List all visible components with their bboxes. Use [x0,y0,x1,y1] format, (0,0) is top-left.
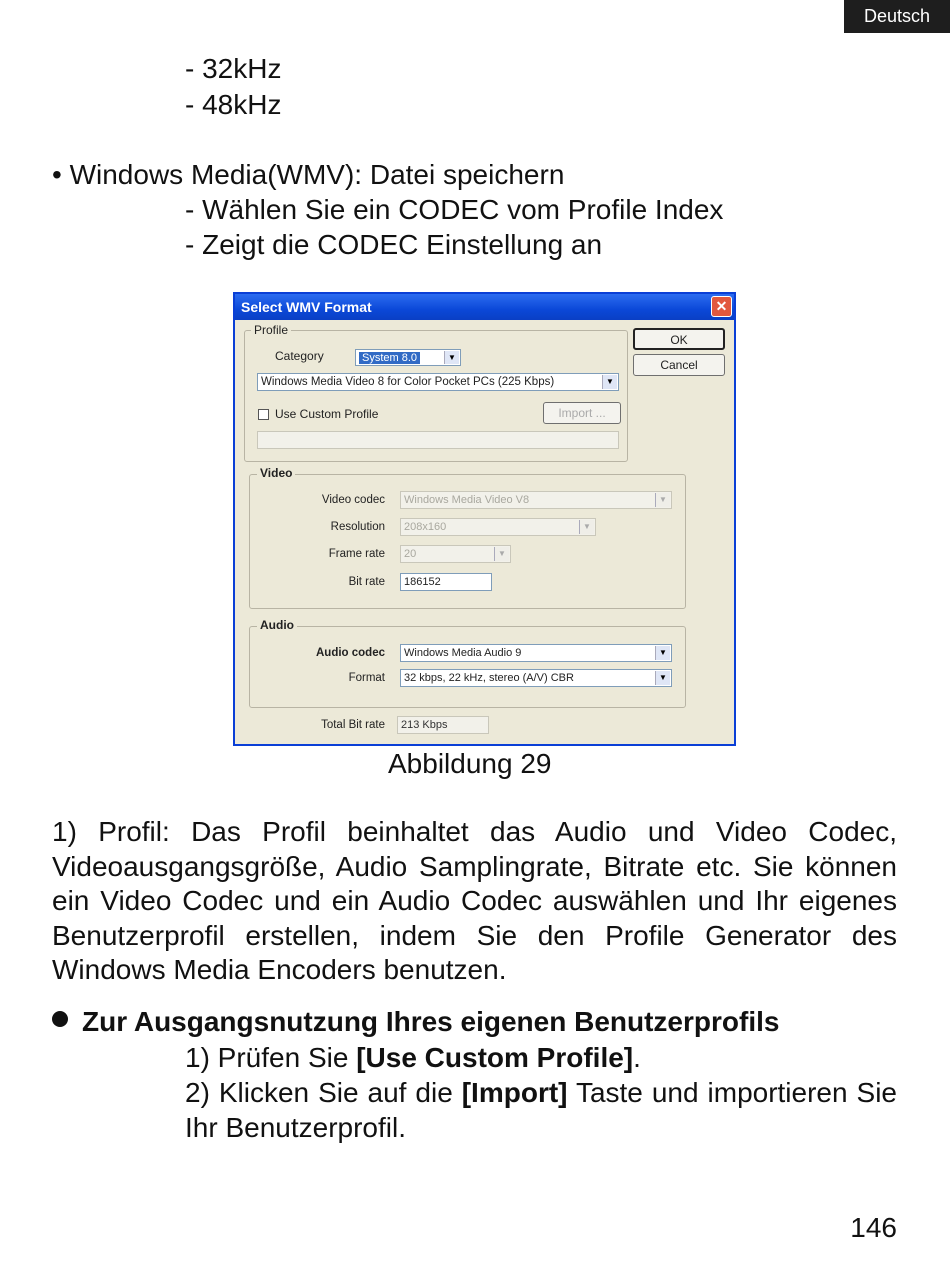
sample-rate-48: - 48kHz [185,89,282,120]
close-icon[interactable]: ✕ [711,296,732,317]
total-bit-rate-label: Total Bit rate [321,719,385,731]
audio-codec-select[interactable] [400,644,672,662]
profile-group-label: Profile [251,323,291,337]
custom-heading-text: Zur Ausgangsnutzung Ihres eigenen Benutzerprofils [82,1006,780,1037]
bullet-icon [52,1011,68,1027]
category-select[interactable] [355,349,461,366]
custom-profile-path-field[interactable] [257,431,619,449]
video-codec-value: Windows Media Video V8 [404,494,530,506]
choose-codec-line: - Wählen Sie ein CODEC vom Profile Index [185,194,724,225]
bit-rate-input[interactable]: 186152 [400,573,492,591]
page-number: 146 [850,1212,897,1243]
frame-rate-value: 20 [404,548,417,560]
chevron-down-icon: ▼ [579,520,594,534]
category-label: Category [275,349,324,363]
use-custom-profile-checkbox[interactable] [258,409,269,420]
chevron-down-icon: ▼ [494,547,509,561]
resolution-select[interactable] [400,518,596,536]
audio-format-select[interactable] [400,669,672,687]
chevron-down-icon: ▼ [444,351,459,364]
bit-rate-label: Bit rate [348,576,385,588]
profile-select[interactable] [257,373,619,391]
cancel-button[interactable]: Cancel [633,354,725,376]
audio-codec-value: Windows Media Audio 9 [404,647,522,659]
chevron-down-icon: ▼ [655,493,670,507]
audio-group [249,626,686,708]
step2-suffix: Taste und importieren Sie Ihr Benutzerprofil. [185,1077,898,1143]
language-tab: Deutsch [844,0,950,33]
show-codec-line: - Zeigt die CODEC Einstellung an [185,229,603,260]
step1-prefix: 1) Prüfen Sie [185,1042,357,1073]
chevron-down-icon: ▼ [655,671,670,685]
chevron-down-icon: ▼ [602,375,617,389]
profile-value: Windows Media Video 8 for Color Pocket PCs (225 Kbps) [261,376,555,388]
select-wmv-format-dialog [233,292,736,746]
format-label: Format [348,672,385,684]
step2-prefix: 2) Klicken Sie auf die [185,1077,462,1108]
step1-suffix: . [633,1042,641,1073]
category-value: System 8.0 [359,352,420,364]
dialog-title: Select WMV Format [241,299,372,315]
audio-codec-label: Audio codec [315,647,385,659]
resolution-label: Resolution [330,521,385,533]
total-bit-rate-field: 213 Kbps [397,716,489,734]
video-codec-label: Video codec [321,494,385,506]
wmv-heading: • Windows Media(WMV): Datei speichern [52,159,565,190]
audio-format-value: 32 kbps, 22 kHz, stereo (A/V) CBR [404,672,574,684]
use-custom-profile-label: Use Custom Profile [275,407,379,421]
video-group-label: Video [257,466,295,480]
step-2 [185,1076,897,1145]
frame-rate-label: Frame rate [328,548,385,560]
step2-bold: [Import] [461,1077,568,1108]
import-button[interactable]: Import ... [543,402,621,424]
dialog-title-bar [235,294,734,320]
video-codec-select[interactable] [400,491,672,509]
sample-rate-32: - 32kHz [185,53,282,84]
step1-bold: [Use Custom Profile] [356,1042,634,1073]
audio-group-label: Audio [257,618,297,632]
profile-paragraph: 1) Profil: Das Profil beinhaltet das Audio und Video Codec, Videoausgangsgröße, Audio Samplingrate, Bitrate etc. Sie können ein Video Codec und ein Audio Codec auswählen und Ihr eigenes Benutzerprofil erstellen, indem Sie den Profile Generator des Windows Media Encoders benutzen. [52,816,897,985]
figure-caption: Abbildung 29 [388,748,552,779]
resolution-value: 208x160 [404,521,447,533]
step-1 [185,1041,641,1075]
ok-button[interactable]: OK [633,328,725,350]
chevron-down-icon: ▼ [655,646,670,660]
custom-profile-heading [52,1005,779,1039]
frame-rate-select[interactable] [400,545,511,563]
